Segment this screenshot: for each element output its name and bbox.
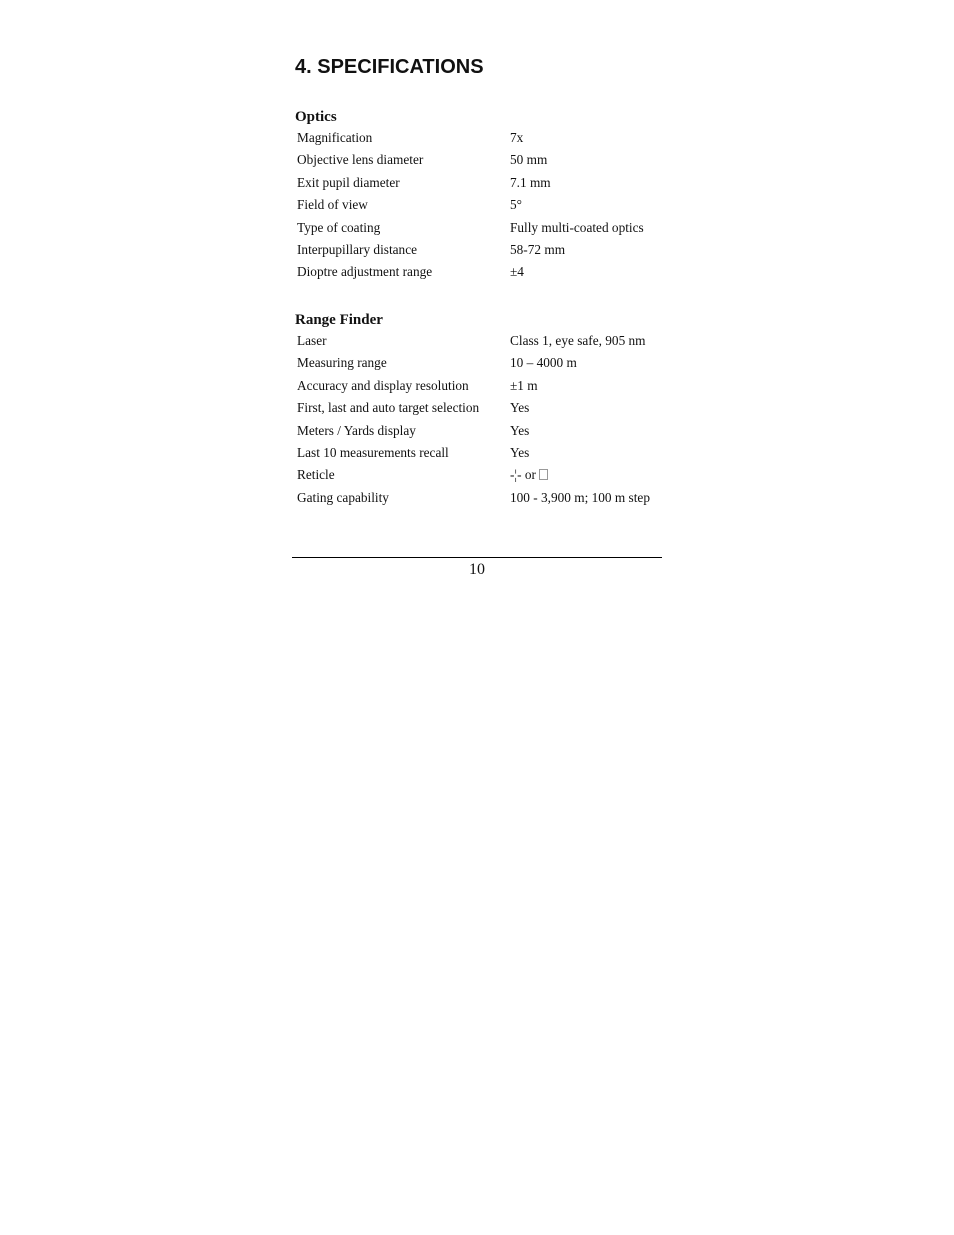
spec-value: Class 1, eye safe, 905 nm <box>510 333 646 348</box>
spec-label: Magnification <box>297 130 373 145</box>
spec-value: 10 – 4000 m <box>510 355 577 371</box>
spec-label: Type of coating <box>297 219 381 235</box>
spec-label: Interpupillary distance <box>297 241 417 257</box>
chapter-title: 4. SPECIFICATIONS <box>295 56 484 78</box>
spec-row <box>295 423 665 445</box>
spec-row <box>295 264 665 286</box>
spec-label: Gating capability <box>297 489 389 505</box>
spec-label: Field of view <box>297 197 368 213</box>
spec-value: Yes <box>510 444 530 460</box>
spec-value: ±4 <box>510 264 524 280</box>
spec-row <box>295 152 665 174</box>
spec-value: Yes <box>510 400 530 416</box>
spec-value: 7.1 mm <box>510 174 551 190</box>
spec-value: 58-72 mm <box>510 241 566 257</box>
spec-label: Accuracy and display resolution <box>297 377 469 393</box>
spec-label: First, last and auto target selection <box>297 400 480 416</box>
spec-value: ±1 m <box>510 377 538 393</box>
reticle-text: -¦- or <box>510 467 536 483</box>
spec-label: Measuring range <box>297 355 387 371</box>
spec-row <box>295 490 665 524</box>
spec-row <box>295 400 665 422</box>
spec-value: 5° <box>510 197 522 213</box>
spec-value: 100 - 3,900 m; 100 m step <box>510 489 650 505</box>
spec-row <box>295 197 665 219</box>
spec-value: 7x <box>510 130 524 145</box>
optics-section <box>295 108 665 287</box>
spec-row <box>295 220 665 242</box>
spec-row <box>295 467 665 489</box>
range-finder-heading: Range Finder <box>295 312 383 328</box>
spec-row <box>295 242 665 264</box>
reticle-box-icon <box>539 469 548 480</box>
spec-row <box>295 130 665 152</box>
spec-value <box>510 467 660 483</box>
spec-label: Exit pupil diameter <box>297 174 400 190</box>
spec-label: Objective lens diameter <box>297 152 424 168</box>
spec-value: Yes <box>510 422 530 438</box>
spec-label: Last 10 measurements recall <box>297 444 449 460</box>
spec-value: 50 mm <box>510 152 548 168</box>
optics-heading: Optics <box>295 109 337 125</box>
spec-row <box>295 355 665 377</box>
spec-row <box>295 333 665 355</box>
spec-row <box>295 175 665 197</box>
spec-label: Reticle <box>297 467 335 483</box>
spec-row <box>295 378 665 400</box>
spec-row <box>295 445 665 467</box>
spec-label: Dioptre adjustment range <box>297 264 433 280</box>
spec-label: Meters / Yards display <box>297 422 416 438</box>
spec-label: Laser <box>297 333 327 348</box>
range-finder-section <box>295 311 665 524</box>
page-number: 10 <box>469 561 485 578</box>
spec-value: Fully multi-coated optics <box>510 219 644 235</box>
footer-divider <box>292 557 662 558</box>
